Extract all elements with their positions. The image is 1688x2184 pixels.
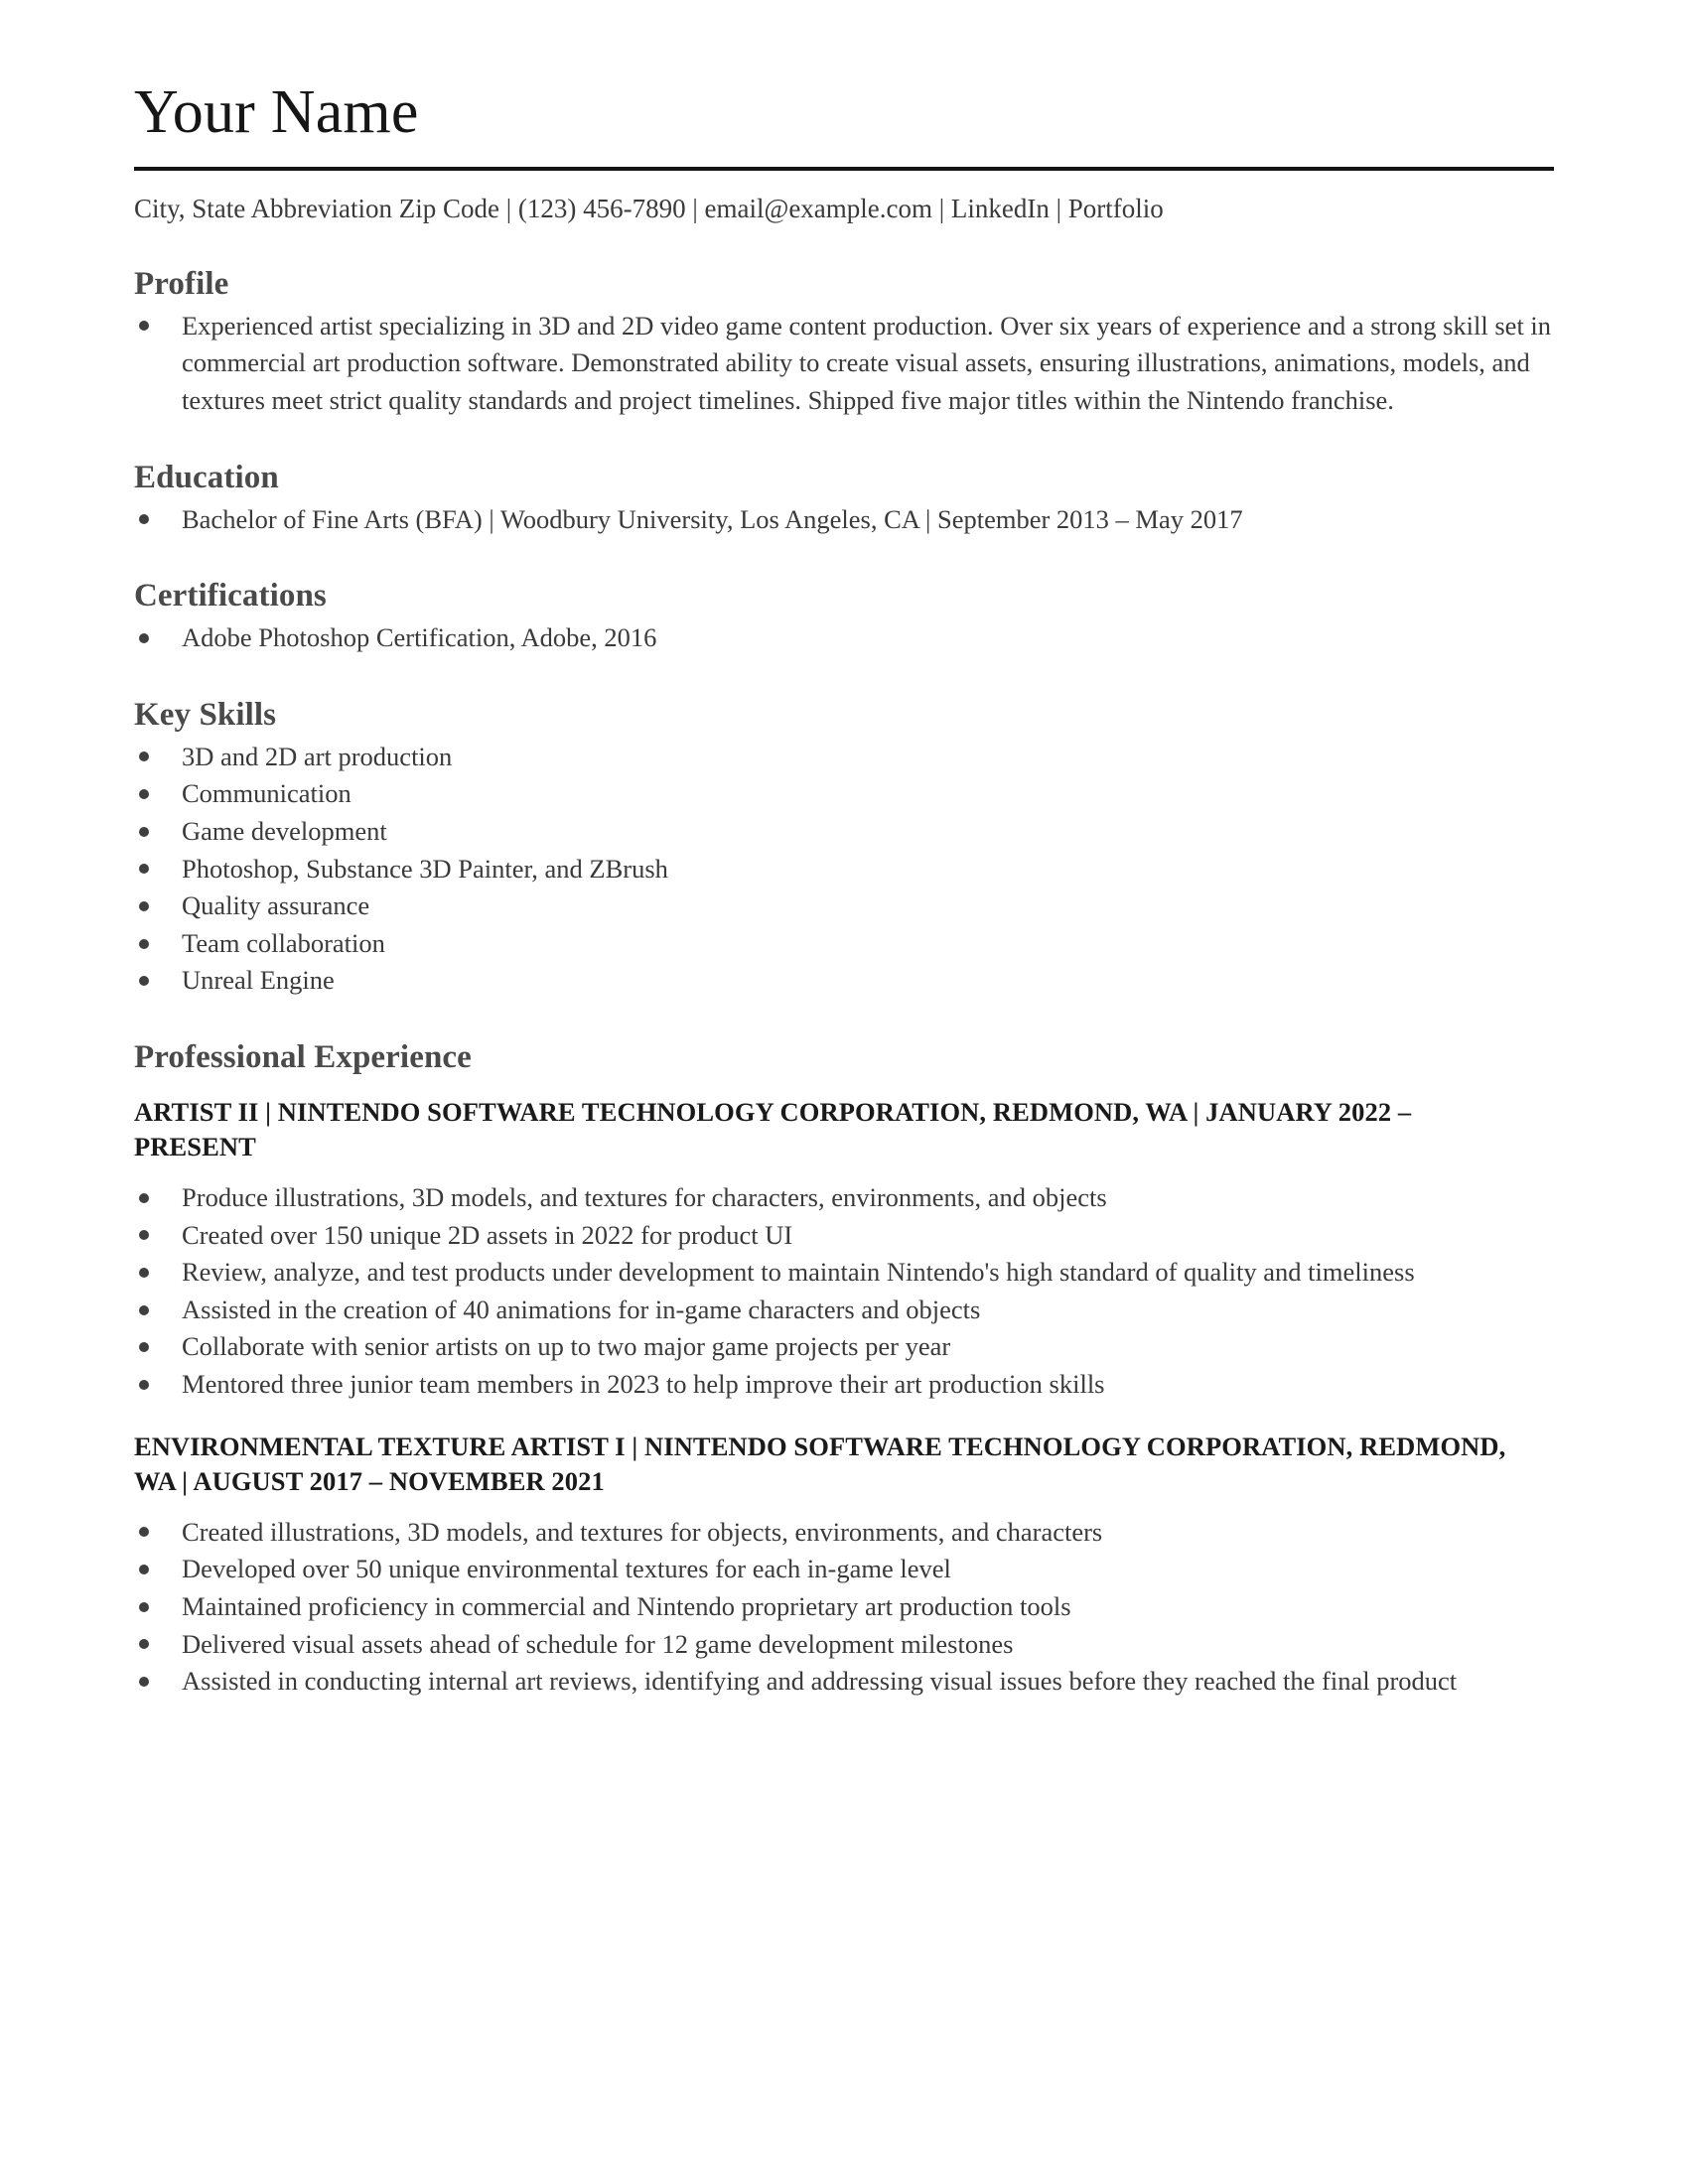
section-title-education: Education bbox=[134, 459, 279, 495]
list-item: Team collaboration bbox=[134, 925, 1554, 963]
certifications-list bbox=[134, 619, 1554, 657]
list-item: Assisted in conducting internal art reviews, identifying and addressing visual issues before they reached the final product bbox=[134, 1663, 1554, 1701]
list-item: Adobe Photoshop Certification, Adobe, 2016 bbox=[134, 619, 1554, 657]
experience-entry bbox=[134, 1095, 1554, 1404]
list-item: Communication bbox=[134, 775, 1554, 813]
list-item: Bachelor of Fine Arts (BFA) | Woodbury University, Los Angeles, CA | September 2013 – May 2017 bbox=[134, 501, 1554, 539]
list-item: Game development bbox=[134, 813, 1554, 851]
candidate-name: Your Name bbox=[134, 78, 419, 146]
profile-list bbox=[134, 308, 1554, 420]
section-key-skills bbox=[134, 697, 1554, 1000]
list-item: Maintained proficiency in commercial and Nintendo proprietary art production tools bbox=[134, 1588, 1554, 1626]
list-item: Created over 150 unique 2D assets in 2022 for product UI bbox=[134, 1217, 1554, 1255]
list-item: Created illustrations, 3D models, and textures for objects, environments, and characters bbox=[134, 1514, 1554, 1552]
list-item: Quality assurance bbox=[134, 887, 1554, 925]
list-item: Collaborate with senior artists on up to two major game projects per year bbox=[134, 1328, 1554, 1366]
list-item: Delivered visual assets ahead of schedule for 12 game development milestones bbox=[134, 1626, 1554, 1664]
list-item: Unreal Engine bbox=[134, 962, 1554, 1000]
job-bullets bbox=[134, 1514, 1554, 1701]
list-item: Assisted in the creation of 40 animations for in-game characters and objects bbox=[134, 1292, 1554, 1329]
section-education bbox=[134, 460, 1554, 539]
list-item: Photoshop, Substance 3D Painter, and ZBrush bbox=[134, 851, 1554, 888]
section-profile bbox=[134, 266, 1554, 420]
job-heading: ENVIRONMENTAL TEXTURE ARTIST I | NINTENDO SOFTWARE TECHNOLOGY CORPORATION, REDMOND, WA | AUGUST 2017 – NOVEMBER 2021 bbox=[134, 1431, 1506, 1497]
section-title-professional-experience: Professional Experience bbox=[134, 1039, 472, 1075]
job-heading: ARTIST II | NINTENDO SOFTWARE TECHNOLOGY CORPORATION, REDMOND, WA | JANUARY 2022 – PRESENT bbox=[134, 1096, 1412, 1162]
list-item: Experienced artist specializing in 3D and 2D video game content production. Over six years of experience and a strong skill set in commercial art production software. Demonstrated ability to create visual assets, ensuring illustrations, animations, models, and textures meet strict quality standards and project timelines. Shipped five major titles within the Nintendo franchise. bbox=[134, 308, 1554, 420]
education-list bbox=[134, 501, 1554, 539]
section-title-profile: Profile bbox=[134, 265, 229, 302]
job-bullets bbox=[134, 1179, 1554, 1404]
list-item: Produce illustrations, 3D models, and textures for characters, environments, and objects bbox=[134, 1179, 1554, 1217]
list-item: Mentored three junior team members in 2023 to help improve their art production skills bbox=[134, 1366, 1554, 1404]
section-title-certifications: Certifications bbox=[134, 578, 327, 614]
list-item: Developed over 50 unique environmental textures for each in-game level bbox=[134, 1551, 1554, 1588]
list-item: 3D and 2D art production bbox=[134, 739, 1554, 776]
contact-line: City, State Abbreviation Zip Code | (123) 456-7890 | email@example.com | LinkedIn | Portfolio bbox=[134, 194, 1164, 223]
section-title-key-skills: Key Skills bbox=[134, 696, 277, 733]
section-certifications bbox=[134, 578, 1554, 657]
experience-entry bbox=[134, 1430, 1554, 1701]
section-professional-experience bbox=[134, 1039, 1554, 1701]
key-skills-list bbox=[134, 739, 1554, 1000]
list-item: Review, analyze, and test products under development to maintain Nintendo's high standard of quality and timeliness bbox=[134, 1254, 1554, 1292]
header-divider bbox=[134, 167, 1554, 171]
